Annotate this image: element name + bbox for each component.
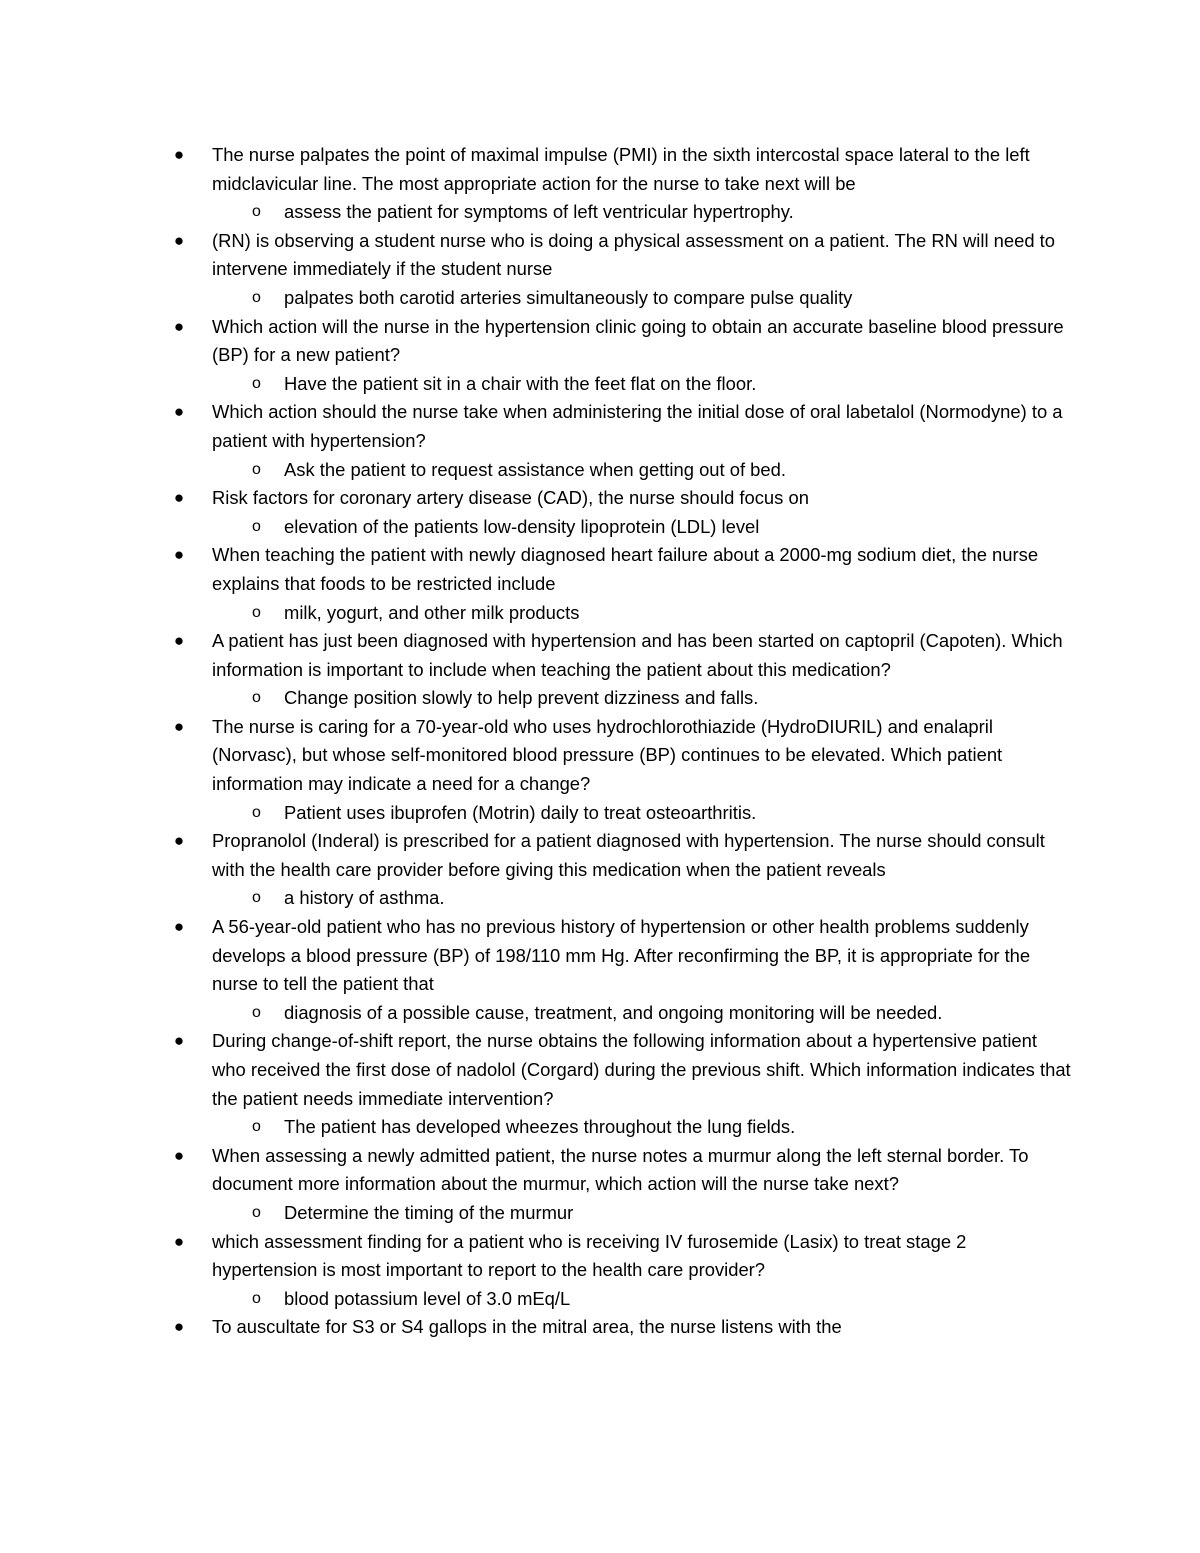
- question-label: To auscultate for S3 or S4 gallops in the mitral area, the nurse listens with the: [212, 1316, 842, 1338]
- list-item: [172, 627, 1072, 713]
- answer-label: The patient has developed wheezes throughout the lung fields.: [284, 1116, 796, 1138]
- question-text: [172, 1027, 1072, 1113]
- question-label: Which action will the nurse in the hypertension clinic going to obtain an accurate baseline blood pressure (BP) for a new patient?: [212, 315, 1064, 366]
- question-text: [172, 541, 1072, 598]
- sub-bullet-icon: o: [252, 689, 261, 707]
- sub-bullet-icon: o: [252, 603, 261, 621]
- question-label: The nurse is caring for a 70-year-old who uses hydrochlorothiazide (HydroDIURIL) and enalapril (Norvasc), but whose self-monitored blood pressure (BP) continues to be elevated. Which patient information may indicate a need for a change?: [212, 715, 1003, 795]
- answer-label: milk, yogurt, and other milk products: [284, 601, 580, 623]
- question-text: [172, 313, 1072, 370]
- sub-bullet-icon: o: [252, 1289, 261, 1307]
- answer-text: [172, 1285, 1072, 1314]
- bullet-dot-icon: ●: [173, 488, 185, 508]
- question-label: Risk factors for coronary artery disease (CAD), the nurse should focus on: [212, 487, 809, 509]
- question-label: During change-of-shift report, the nurse obtains the following information about a hypertensive patient who received the first dose of nadolol (Corgard) during the previous shift. Which information indicates that the patient needs immediate intervention?: [212, 1030, 1071, 1109]
- question-text: [172, 827, 1072, 884]
- question-label: A patient has just been diagnosed with hypertension and has been started on captopril (Capoten). Which information is important to include when teaching the patient about this medication?: [212, 630, 1063, 680]
- bullet-dot-icon: ●: [173, 1031, 185, 1051]
- sub-bullet-icon: o: [252, 1203, 261, 1221]
- list-item: [172, 313, 1072, 399]
- question-label: Propranolol (Inderal) is prescribed for a patient diagnosed with hypertension. The nurse should consult with the health care provider before giving this medication when the patient reveals: [212, 830, 1045, 880]
- list-item: [172, 713, 1072, 827]
- sub-bullet-icon: o: [252, 803, 261, 821]
- answer-text: [172, 284, 1072, 313]
- list-item: [172, 1228, 1072, 1314]
- answer-text: [172, 513, 1072, 542]
- bullet-dot-icon: ●: [173, 402, 185, 422]
- answer-text: [172, 456, 1072, 485]
- question-text: [172, 713, 1072, 799]
- bullet-dot-icon: ●: [173, 145, 185, 164]
- bullet-dot-icon: ●: [173, 917, 185, 937]
- sub-bullet-icon: o: [252, 374, 261, 392]
- list-item: [172, 913, 1072, 1027]
- answer-text: [172, 1113, 1072, 1142]
- sub-bullet-icon: o: [252, 203, 261, 221]
- question-text: [172, 1313, 1072, 1342]
- sub-bullet-icon: o: [252, 517, 261, 535]
- answer-label: Have the patient sit in a chair with the feet flat on the floor.: [284, 372, 757, 394]
- question-text: [172, 398, 1072, 455]
- question-label: A 56-year-old patient who has no previous history of hypertension or other health problems suddenly develops a blood pressure (BP) of 198/110 mm Hg. After reconfirming the BP, it is appropriate for the nurse to tell the patient that: [212, 916, 1031, 995]
- question-text: [172, 1142, 1072, 1199]
- question-list: [172, 141, 1072, 1342]
- sub-bullet-icon: o: [252, 1003, 261, 1021]
- list-item: [172, 541, 1072, 627]
- answer-text: [172, 884, 1072, 913]
- bullet-dot-icon: ●: [173, 1317, 185, 1337]
- bullet-dot-icon: ●: [173, 316, 185, 336]
- question-label: Which action should the nurse take when administering the initial dose of oral labetalol (Normodyne) to a patient with hypertension?: [212, 401, 1063, 451]
- answer-label: a history of asthma.: [284, 887, 445, 909]
- answer-label: Determine the timing of the murmur: [284, 1201, 574, 1223]
- bullet-dot-icon: ●: [173, 1145, 185, 1165]
- question-text: [172, 627, 1072, 684]
- bullet-dot-icon: ●: [173, 1231, 185, 1251]
- list-item: [172, 484, 1072, 541]
- answer-text: [172, 370, 1072, 399]
- question-label: which assessment finding for a patient who is receiving IV furosemide (Lasix) to treat stage 2 hypertension is most important to report to the health care provider?: [212, 1230, 967, 1281]
- bullet-dot-icon: ●: [173, 631, 185, 651]
- list-item: [172, 1142, 1072, 1228]
- answer-text: [172, 799, 1072, 828]
- answer-label: diagnosis of a possible cause, treatment, and ongoing monitoring will be needed.: [284, 1001, 943, 1023]
- sub-bullet-icon: o: [252, 288, 261, 306]
- answer-label: elevation of the patients low-density lipoprotein (LDL) level: [284, 515, 760, 537]
- answer-text: [172, 1199, 1072, 1228]
- answer-label: assess the patient for symptoms of left ventricular hypertrophy.: [284, 201, 794, 223]
- question-label: When assessing a newly admitted patient, the nurse notes a murmur along the left sternal border. To document more information about the murmur, which action will the nurse take next?: [212, 1144, 1029, 1195]
- answer-label: Ask the patient to request assistance when getting out of bed.: [284, 458, 786, 480]
- answer-text: [172, 599, 1072, 628]
- question-label: When teaching the patient with newly diagnosed heart failure about a 2000-mg sodium diet, the nurse explains that foods to be restricted include: [212, 544, 1039, 594]
- answer-label: Change position slowly to help prevent dizziness and falls.: [284, 687, 759, 709]
- bullet-dot-icon: ●: [173, 230, 185, 250]
- list-item: [172, 227, 1072, 313]
- answer-label: blood potassium level of 3.0 mEq/L: [284, 1287, 571, 1309]
- question-text: [172, 141, 1072, 198]
- question-text: [172, 484, 1072, 513]
- list-item: [172, 1027, 1072, 1141]
- answer-text: [172, 999, 1072, 1028]
- bullet-dot-icon: ●: [173, 545, 185, 565]
- bullet-dot-icon: ●: [173, 831, 185, 851]
- list-item: [172, 1313, 1072, 1342]
- question-text: [172, 1228, 1072, 1285]
- question-label: (RN) is observing a student nurse who is doing a physical assessment on a patient. The RN will need to intervene immediately if the student nurse: [212, 229, 1055, 280]
- answer-text: [172, 684, 1072, 713]
- question-label: The nurse palpates the point of maximal impulse (PMI) in the sixth intercostal space lateral to the left midclavicular line. The most appropriate action for the nurse to take next will be: [212, 144, 1030, 194]
- answer-text: [172, 198, 1072, 227]
- question-text: [172, 227, 1072, 284]
- list-item: [172, 398, 1072, 484]
- list-item: [172, 141, 1072, 227]
- sub-bullet-icon: o: [252, 889, 261, 907]
- bullet-dot-icon: ●: [173, 716, 185, 736]
- answer-label: Patient uses ibuprofen (Motrin) daily to treat osteoarthritis.: [284, 801, 757, 823]
- list-item: [172, 827, 1072, 913]
- question-text: [172, 913, 1072, 999]
- answer-label: palpates both carotid arteries simultaneously to compare pulse quality: [284, 286, 853, 308]
- sub-bullet-icon: o: [252, 460, 261, 478]
- sub-bullet-icon: o: [252, 1118, 261, 1136]
